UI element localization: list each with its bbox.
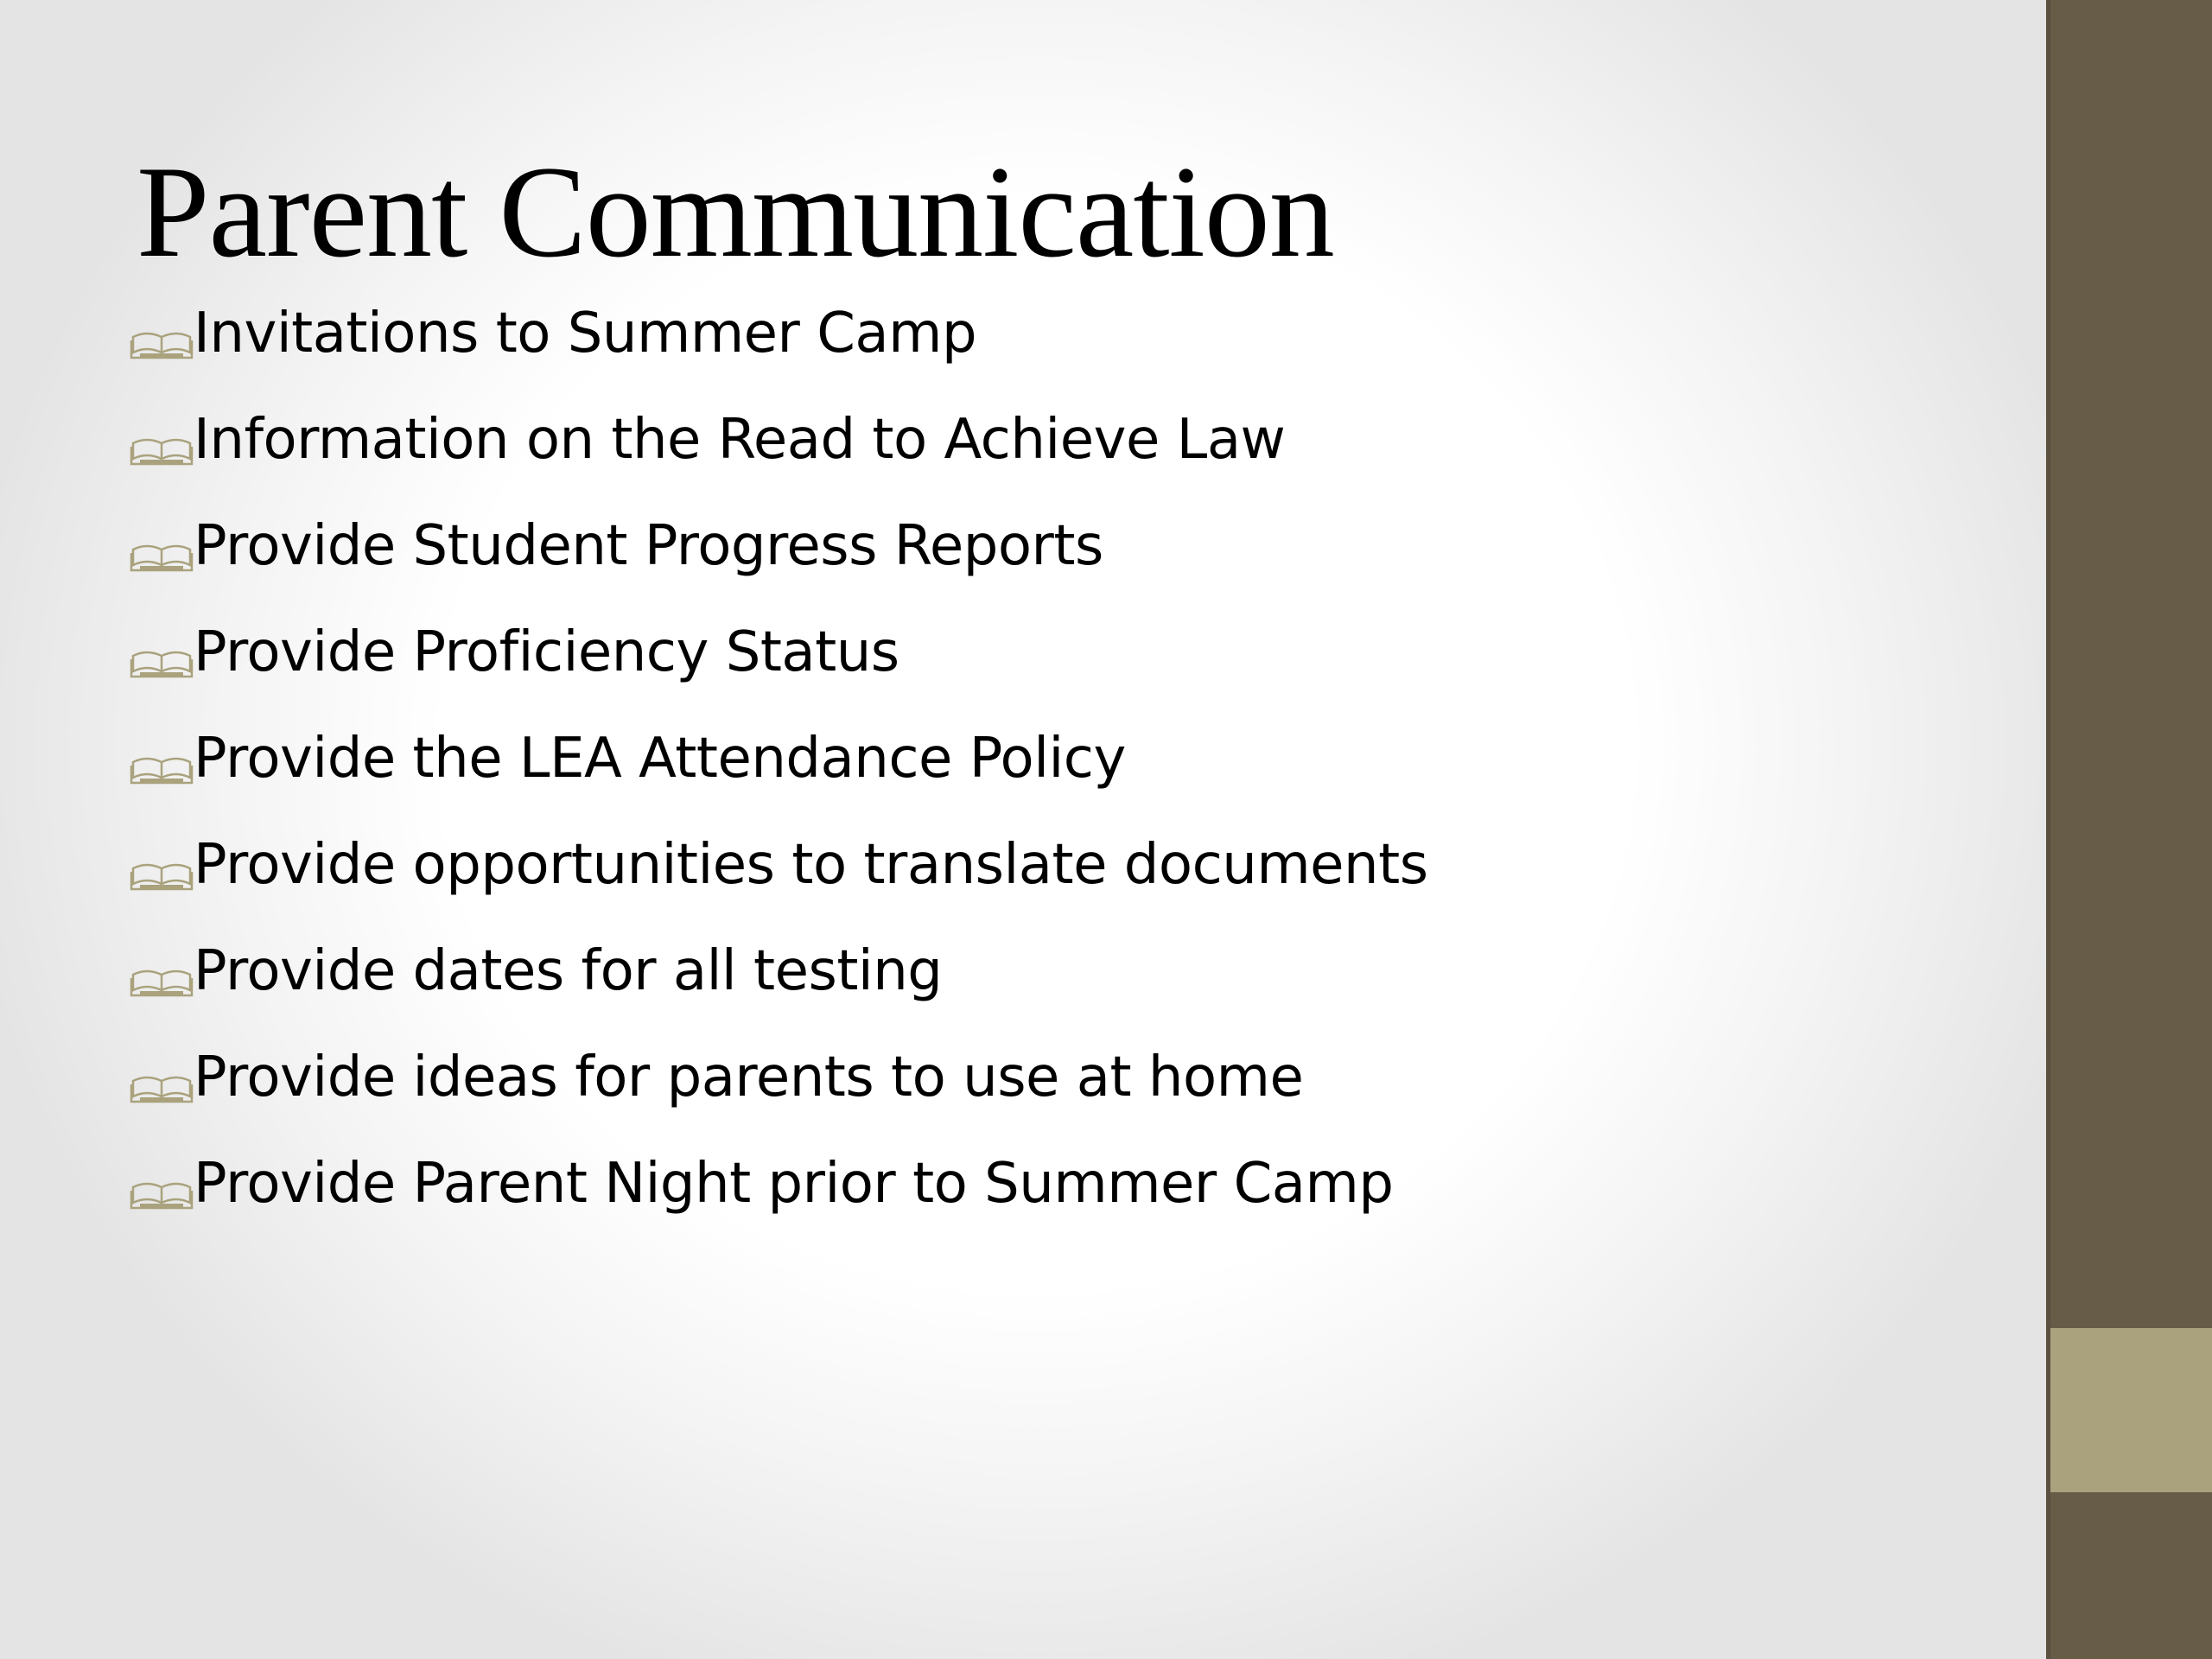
bullet-text: Provide opportunities to translate documents xyxy=(194,833,1428,897)
open-book-icon xyxy=(130,752,194,786)
bullet-text: Provide ideas for parents to use at home xyxy=(194,1046,1304,1109)
bullet-item xyxy=(130,493,1428,600)
open-book-icon xyxy=(130,858,194,893)
sidebar-accent-block xyxy=(2050,1328,2212,1492)
bullet-list xyxy=(130,281,1428,1237)
bullet-text: Information on the Read to Achieve Law xyxy=(194,408,1286,472)
open-book-icon xyxy=(130,645,194,680)
bullet-item xyxy=(130,1131,1428,1237)
open-book-icon xyxy=(130,327,194,361)
bullet-text: Provide Student Progress Reports xyxy=(194,514,1103,578)
bullet-item xyxy=(130,1025,1428,1131)
open-book-icon xyxy=(130,964,194,999)
bullet-text: Provide Parent Night prior to Summer Camp xyxy=(194,1152,1394,1216)
open-book-icon xyxy=(130,539,194,574)
bullet-item xyxy=(130,281,1428,387)
bullet-item xyxy=(130,706,1428,812)
open-book-icon xyxy=(130,1071,194,1105)
bullet-item xyxy=(130,812,1428,918)
open-book-icon xyxy=(130,1177,194,1211)
bullet-text: Provide the LEA Attendance Policy xyxy=(194,727,1126,791)
bullet-item xyxy=(130,600,1428,706)
open-book-icon xyxy=(130,433,194,467)
bullet-text: Provide dates for all testing xyxy=(194,939,943,1003)
bullet-text: Invitations to Summer Camp xyxy=(194,302,977,365)
bullet-item xyxy=(130,918,1428,1025)
bullet-text: Provide Proficiency Status xyxy=(194,620,899,684)
bullet-item xyxy=(130,387,1428,493)
slide-title: Parent Communication xyxy=(137,139,1334,284)
